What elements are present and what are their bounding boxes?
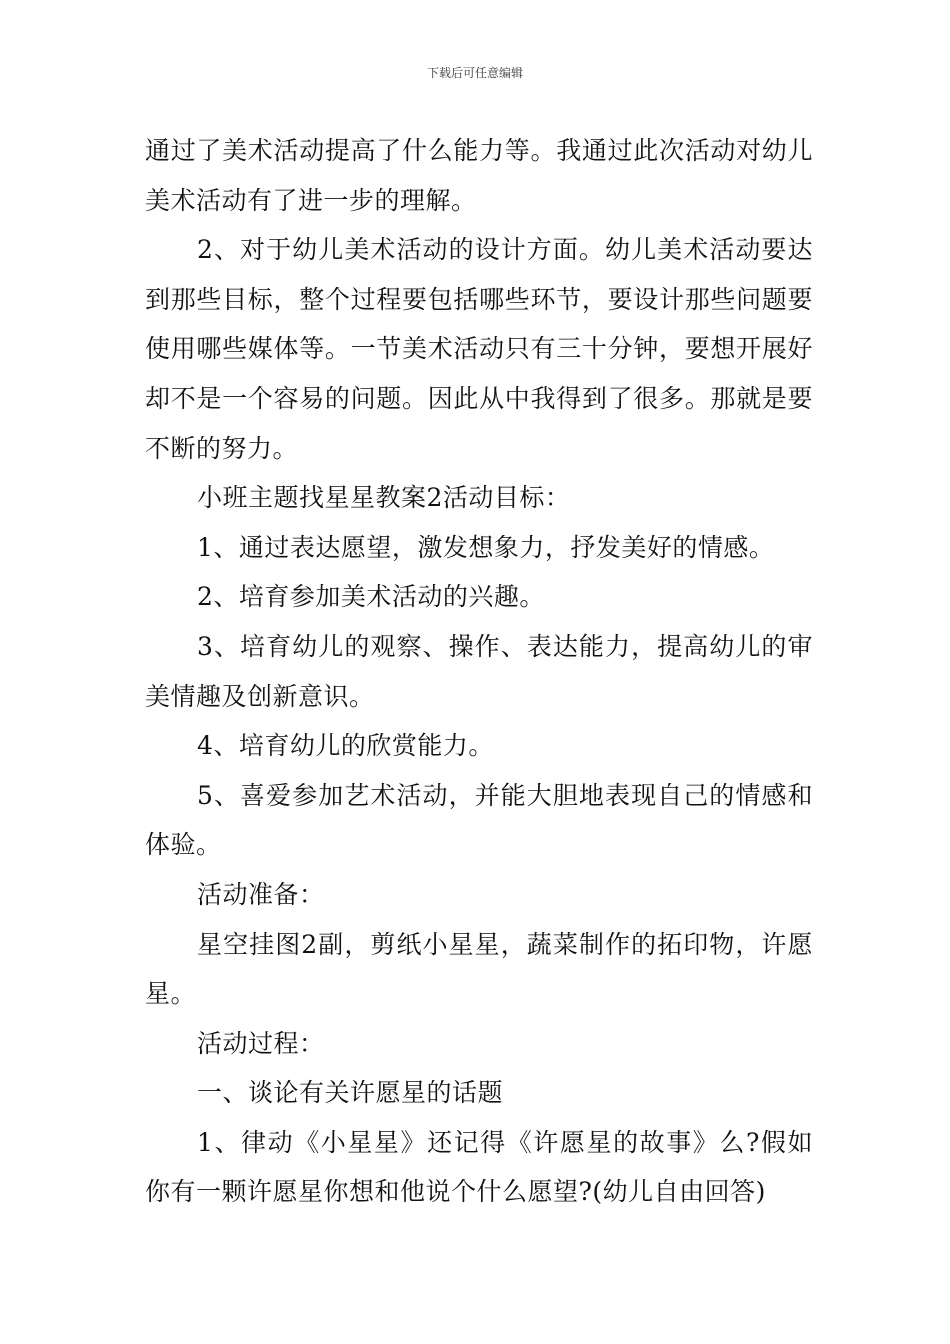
list-item: 1、律动《小星星》还记得《许愿星的故事》么?假如你有一颗许愿星你想和他说个什么愿望?(幼儿自由回答) [145, 1127, 813, 1207]
paragraph: 2、对于幼儿美术活动的设计方面。幼儿美术活动要达到那些目标，整个过程要包括哪些环节，要设计那些问题要使用哪些媒体等。一节美术活动只有三十分钟，要想开展好却不是一个容易的问题。因此从中我得到了很多。那就是要不断的努力。 [145, 235, 813, 463]
list-item: 2、培育参加美术活动的兴趣。 [197, 582, 545, 612]
section-heading: 活动准备： [197, 879, 325, 909]
body-text [145, 126, 813, 1217]
list-item: 3、培育幼儿的观察、操作、表达能力，提高幼儿的审美情趣及创新意识。 [145, 631, 813, 711]
paragraph: 星空挂图2副，剪纸小星星，蔬菜制作的拓印物，许愿星。 [145, 929, 813, 1009]
section-heading: 小班主题找星星教案2活动目标： [197, 483, 571, 513]
page-header: 下载后可任意编辑 [426, 66, 523, 80]
subsection-heading: 一、谈论有关许愿星的话题 [197, 1078, 504, 1108]
section-heading: 活动过程： [197, 1028, 325, 1058]
list-item: 5、喜爱参加艺术活动，并能大胆地表现自己的情感和体验。 [145, 780, 813, 860]
list-item: 1、通过表达愿望，激发想象力，抒发美好的情感。 [197, 532, 775, 562]
paragraph: 通过了美术活动提高了什么能力等。我通过此次活动对幼儿美术活动有了进一步的理解。 [145, 136, 813, 215]
list-item: 4、培育幼儿的欣赏能力。 [197, 731, 494, 761]
